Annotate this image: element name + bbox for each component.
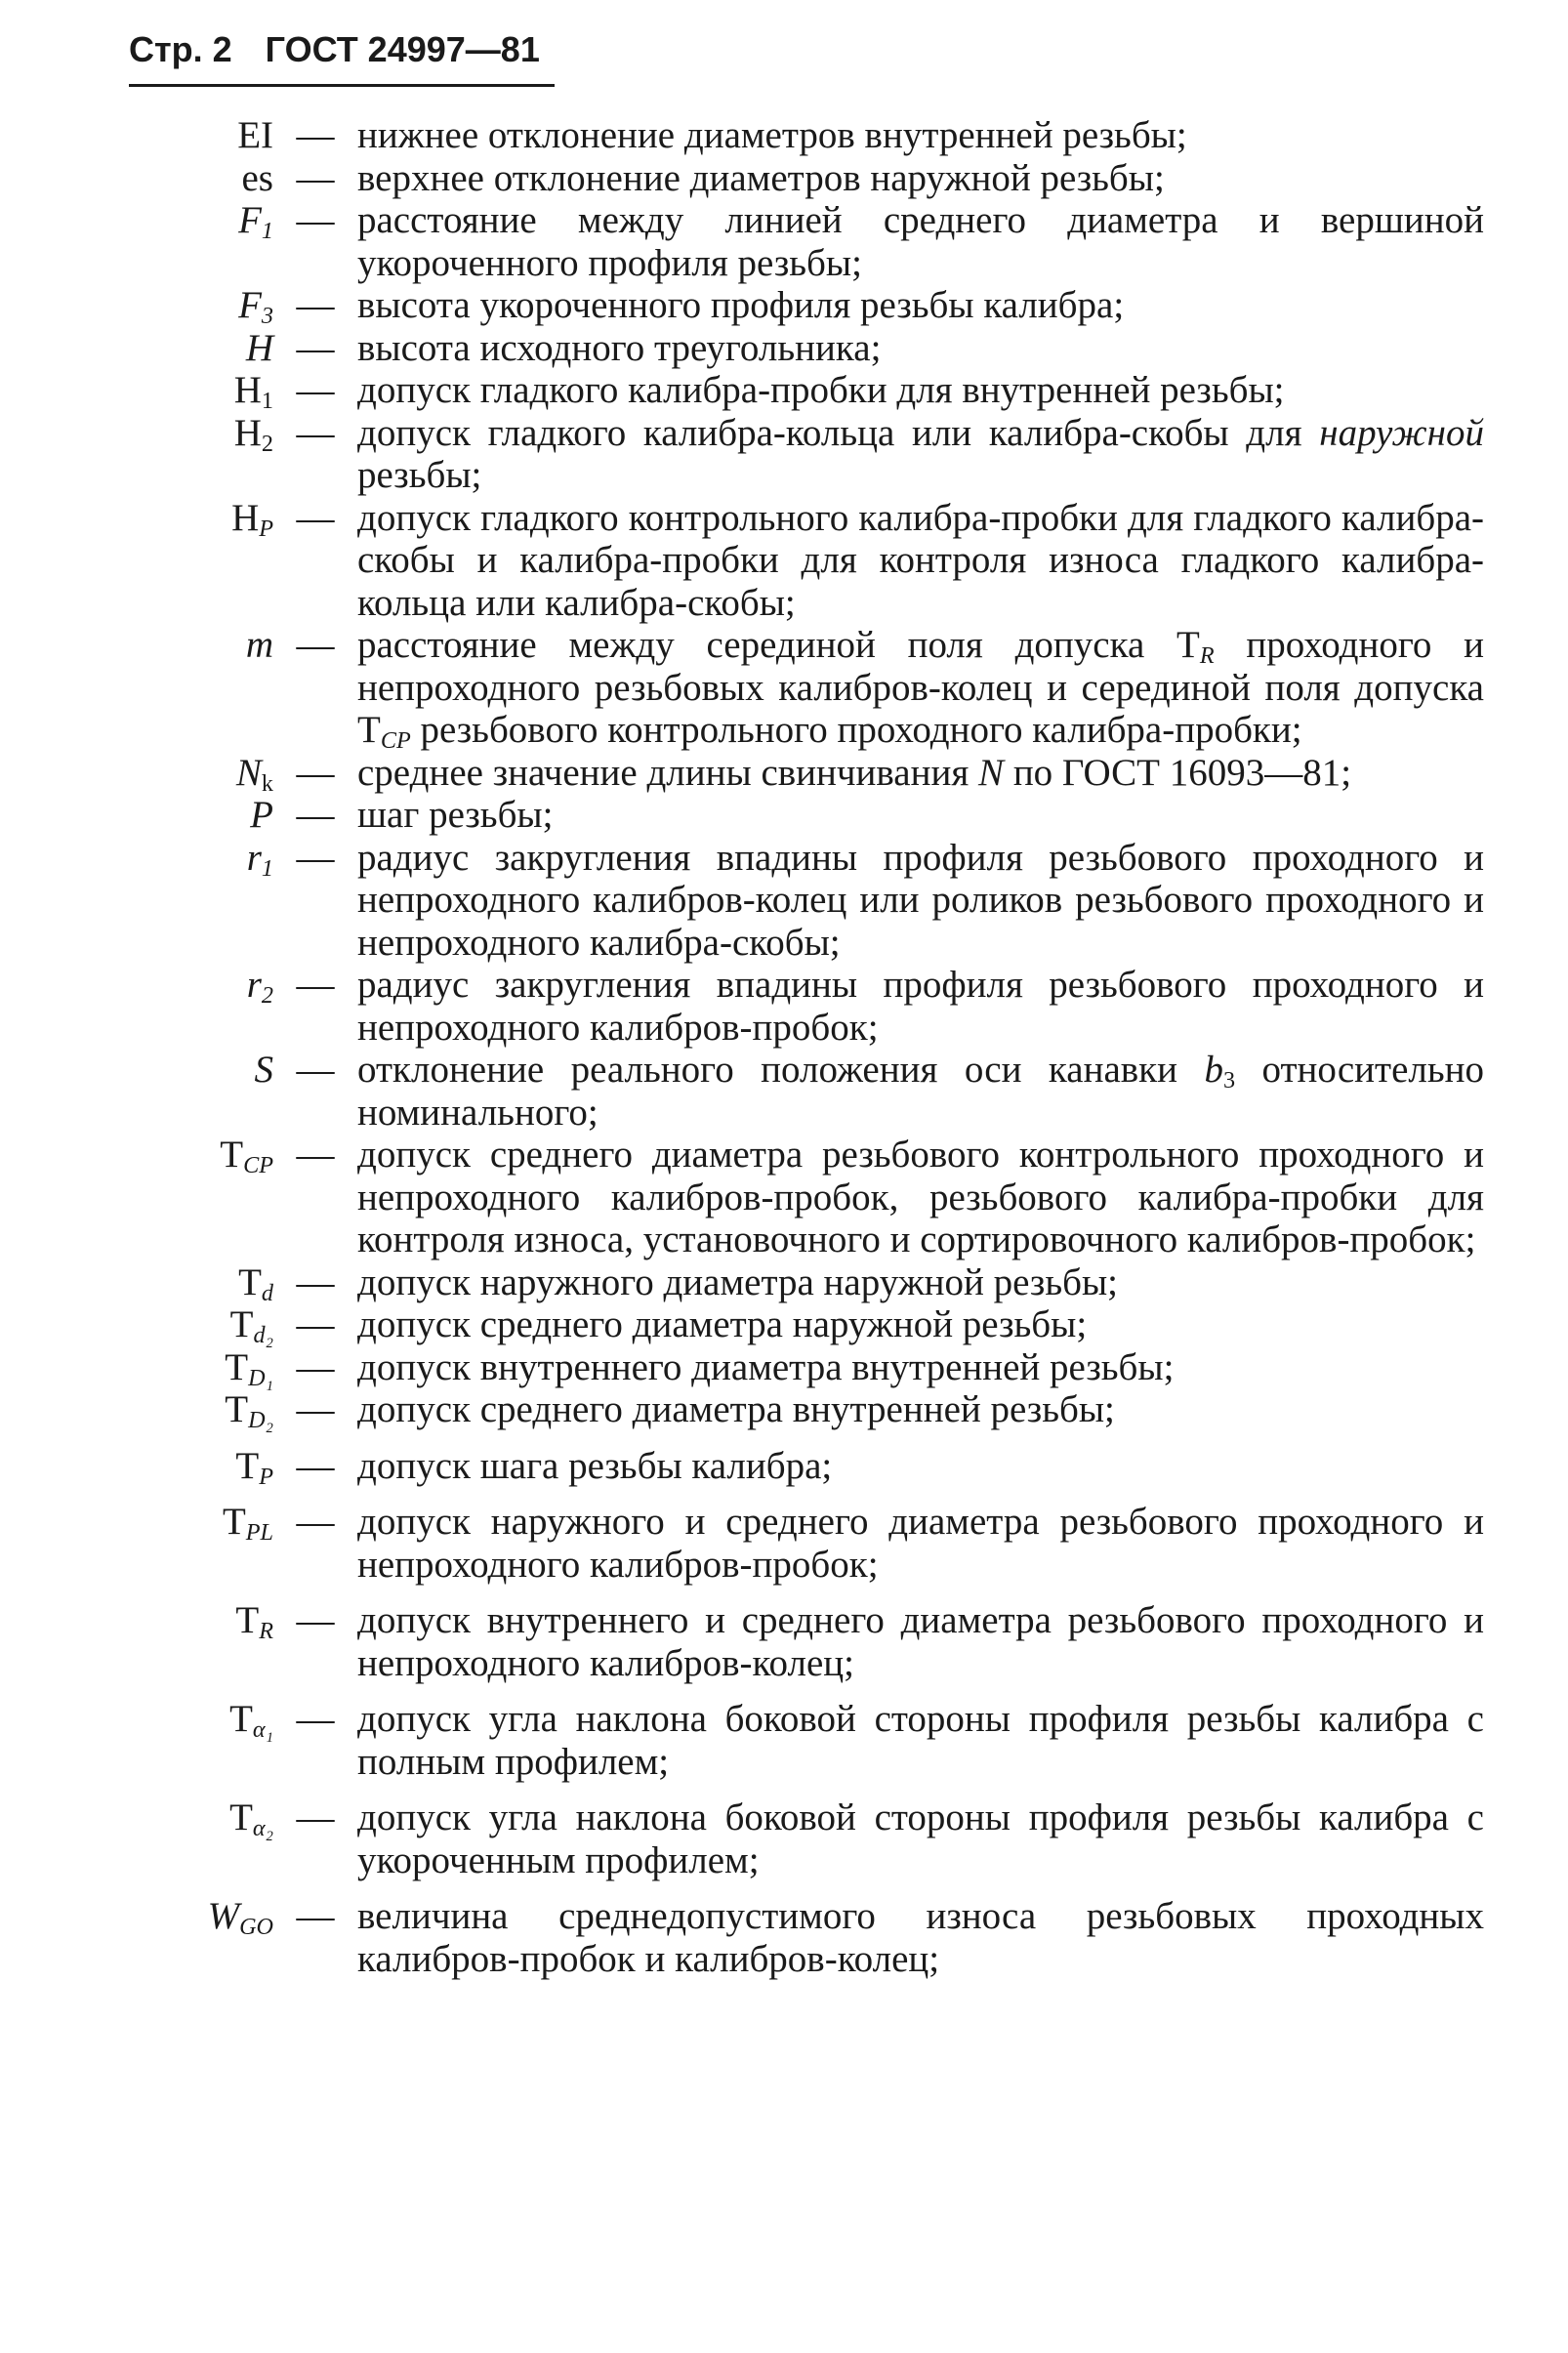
definition-item (117, 412, 1484, 497)
definition-text: допуск гладкого калибра-кольца или калибра-скобы для наружной резьбы; (357, 411, 1485, 496)
standard-number: ГОСТ 24997—81 (265, 29, 540, 69)
symbol: $H_2$ (233, 411, 273, 457)
definition-item (117, 1895, 1484, 1980)
definition-item (117, 1388, 1484, 1434)
definition-item (117, 1049, 1484, 1134)
dash: — (296, 326, 335, 369)
symbol: $T_{\alpha_1}$ (229, 1698, 273, 1744)
definition-text: допуск среднего диаметра резьбового контрольного проходного и непроходного калибров-пробок, резьбового калибра-пробки для контроля износа, установочного и сортировочного калибров-пробок; (357, 1134, 1484, 1260)
dash: — (296, 751, 335, 794)
definition-text: среднее значение длины свинчивания N по ГОСТ 16093—81; (357, 751, 1352, 794)
symbol: $T_{D_1}$ (225, 1345, 273, 1391)
definition-item (117, 1303, 1484, 1349)
definition-item (117, 497, 1484, 625)
symbol: $T_R$ (235, 1599, 273, 1645)
definition-item (117, 284, 1484, 330)
page-header (129, 29, 540, 70)
symbol: m (245, 624, 273, 666)
symbol: H (245, 326, 273, 369)
definition-item (117, 1261, 1484, 1304)
definition-text: допуск наружного и среднего диаметра резьбового проходного и непроходного калибров-пробок; (357, 1501, 1484, 1586)
definition-item (117, 1346, 1484, 1389)
definition-text: расстояние между линией среднего диаметра и вершиной укороченного профиля резьбы; (357, 199, 1484, 284)
symbol: $T_{d_2}$ (229, 1303, 273, 1349)
symbol: es (241, 156, 273, 199)
symbol: $F_3$ (238, 284, 273, 330)
dash: — (296, 411, 335, 454)
definition-text: величина среднедопустимого износа резьбовых проходных калибров-пробок и калибров-колец; (357, 1895, 1484, 1980)
definition-text: допуск внутреннего диаметра внутренней резьбы; (357, 1345, 1175, 1388)
definition-item (117, 837, 1484, 965)
dash: — (296, 1345, 335, 1388)
definition-item (117, 369, 1484, 415)
definition-text: верхнее отклонение диаметров наружной резьбы; (357, 156, 1165, 199)
dash: — (296, 496, 335, 539)
definition-item (117, 157, 1484, 200)
definition-item (117, 1599, 1484, 1684)
dash: — (296, 794, 335, 836)
symbol: EI (237, 114, 273, 156)
dash: — (296, 1599, 335, 1641)
symbol: $W_{GO}$ (207, 1895, 273, 1941)
definition-item (117, 794, 1484, 837)
dash: — (296, 1049, 335, 1091)
definition-text: допуск среднего диаметра внутренней резьбы; (357, 1388, 1115, 1430)
dash: — (296, 156, 335, 199)
definition-text: высота укороченного профиля резьбы калибра; (357, 284, 1125, 326)
dash: — (296, 1698, 335, 1740)
definition-text: допуск внутреннего и среднего диаметра резьбового проходного и непроходного калибров-колец; (357, 1599, 1484, 1684)
definition-item (117, 1796, 1484, 1881)
definition-item (117, 1445, 1484, 1488)
definition-item (117, 624, 1485, 755)
dash: — (296, 114, 335, 156)
dash: — (296, 1303, 335, 1345)
definition-text: допуск гладкого калибра-пробки для внутренней резьбы; (357, 369, 1285, 411)
dash: — (296, 284, 335, 326)
definition-item (117, 199, 1484, 284)
symbol: $T_{\alpha_2}$ (229, 1796, 273, 1842)
symbol: S (254, 1049, 273, 1091)
definition-text: допуск среднего диаметра наружной резьбы; (357, 1303, 1088, 1345)
symbol: $T_{PL}$ (222, 1501, 273, 1547)
symbol: $H_1$ (233, 369, 273, 415)
dash: — (296, 1260, 335, 1303)
definition-item (117, 1501, 1484, 1586)
definition-text: высота исходного треугольника; (357, 326, 882, 369)
definition-text: допуск шага резьбы калибра; (357, 1444, 833, 1487)
symbol: $r_2$ (246, 964, 273, 1010)
definition-text: допуск гладкого контрольного калибра-пробки для гладкого калибра-скобы и калибра-пробки для контроля износа гладкого калибра-кольца или калибра-скобы; (357, 496, 1484, 624)
definition-item (117, 1134, 1484, 1261)
dash: — (296, 199, 335, 241)
dash: — (296, 1895, 335, 1937)
symbol: $T_{D_2}$ (225, 1388, 273, 1434)
definitions-list (117, 114, 1484, 1980)
dash: — (296, 624, 335, 666)
page-label: Стр. 2 (129, 29, 232, 69)
definition-text: нижнее отклонение диаметров внутренней резьбы; (357, 114, 1187, 156)
definition-text: расстояние между серединой поля допуска $T_R$ проходного и непроходного резьбовых калибров-колец и серединой поля допуска $T_{CP}$ резьбового контрольного проходного калибра-пробки; (357, 624, 1485, 755)
dash: — (296, 836, 335, 879)
definition-item (117, 114, 1484, 157)
dash: — (296, 1501, 335, 1543)
definition-item (117, 752, 1484, 795)
symbol: $r_1$ (246, 836, 273, 882)
symbol: $T_P$ (235, 1444, 273, 1490)
dash: — (296, 1134, 335, 1176)
definition-text: радиус закругления впадины профиля резьбового проходного и непроходного калибров-колец или роликов резьбового проходного и непроходного калибра-скобы; (357, 836, 1484, 964)
definition-text: допуск угла наклона боковой стороны профиля резьбы калибра с укороченным профилем; (357, 1796, 1484, 1881)
symbol: $F_1$ (238, 199, 273, 245)
symbol: $T_d$ (238, 1260, 273, 1306)
symbol: P (250, 794, 273, 836)
symbol: $H_P$ (231, 496, 273, 542)
definition-item (117, 1698, 1484, 1783)
definition-item (117, 327, 1484, 370)
dash: — (296, 1444, 335, 1487)
definition-text: радиус закругления впадины профиля резьбового проходного и непроходного калибров-пробок; (357, 964, 1484, 1049)
header-rule (129, 84, 555, 87)
dash: — (296, 1796, 335, 1838)
definition-text: отклонение реального положения оси канавки $b_3$ относительно номинального; (357, 1049, 1484, 1134)
definition-text: допуск наружного диаметра наружной резьбы; (357, 1260, 1119, 1303)
dash: — (296, 1388, 335, 1430)
definition-text: допуск угла наклона боковой стороны профиля резьбы калибра с полным профилем; (357, 1698, 1484, 1783)
definition-text: шаг резьбы; (357, 794, 554, 836)
definition-item (117, 964, 1484, 1049)
dash: — (296, 369, 335, 411)
symbol: $T_{CP}$ (220, 1134, 273, 1179)
dash: — (296, 964, 335, 1006)
symbol: $N_k$ (235, 751, 273, 797)
